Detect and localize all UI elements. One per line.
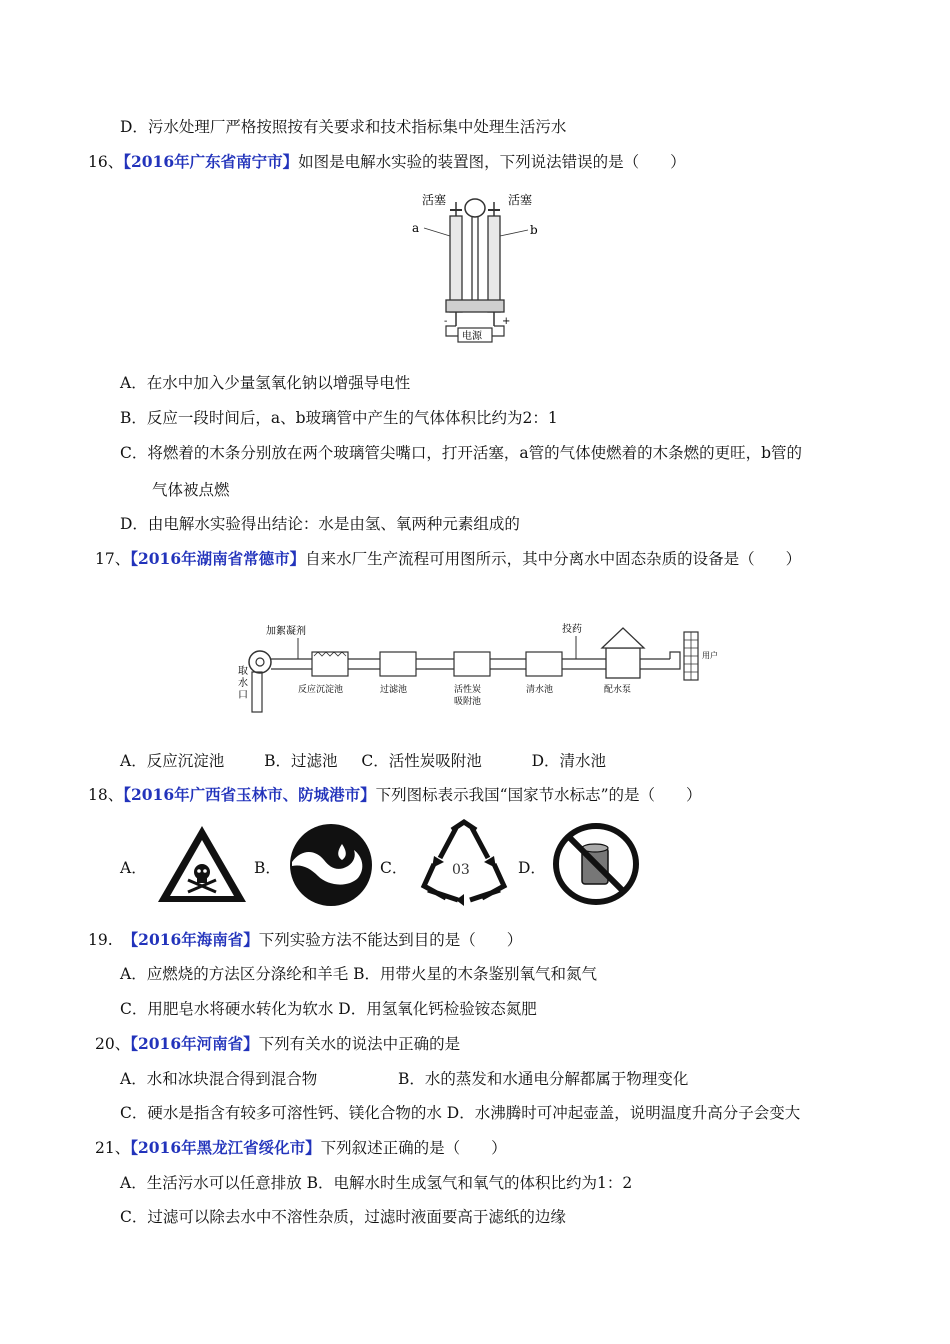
q18-stem-line (88, 785, 702, 805)
intake-label-1: 取 (238, 666, 248, 677)
q17-option-c: C．活性炭吸附池 (361, 752, 482, 770)
water-plant-flow-figure (240, 612, 720, 722)
intake-label-3: 口 (238, 690, 248, 701)
user-label: 用户 (702, 651, 718, 660)
question-stem: 如图是电解水实验的装置图，下列说法错误的是（ ） (298, 153, 686, 171)
q20-option-b: B．水的蒸发和水通电分解都属于物理变化 (398, 1070, 689, 1088)
question-number: 18、 (88, 786, 124, 804)
question-source: 【2016年黑龙江省绥化市】 (130, 1138, 321, 1157)
tube-label-b: b (530, 223, 538, 237)
tube-b (488, 216, 500, 312)
tank-filtration (380, 652, 416, 676)
water-saving-logo-icon (288, 822, 374, 908)
q17-options (120, 751, 606, 771)
q19-options-line1: A．应燃烧的方法区分涤纶和羊毛 B．用带火星的木条鉴别氧气和氮气 (120, 965, 598, 983)
q20-stem-line (95, 1034, 460, 1054)
question-stem: 自来水厂生产流程可用图所示，其中分离水中固态杂质的设备是（ ） (305, 550, 802, 568)
intake-label-2: 水 (238, 678, 248, 689)
question-stem: 下列图标表示我国“国家节水标志”的是（ ） (375, 786, 702, 804)
q17-option-b: B．过滤池 (264, 752, 338, 770)
question-stem: 下列实验方法不能达到目的是（ ） (258, 931, 523, 949)
svg-text:-: - (444, 316, 448, 327)
recycle-icon (418, 820, 510, 906)
dosing-label: 投药 (562, 624, 582, 635)
valve-label-right: 活塞 (508, 193, 533, 207)
q21-stem-line (95, 1138, 507, 1158)
q19-stem-line (88, 930, 522, 950)
q18-label-d: D． (518, 859, 546, 877)
question-number: 19. (88, 931, 113, 949)
q16-option-b: B．反应一段时间后，a、b玻璃管中产生的气体体积比约为2：1 (120, 409, 558, 427)
question-source: 【2016年河南省】 (130, 1034, 259, 1053)
q21-options-line1: A．生活污水可以任意排放 B．电解水时生成氢气和氧气的体积比约为1：2 (120, 1174, 633, 1192)
power-supply-label: 电源 (462, 331, 482, 342)
q20-options-line2: C．硬水是指含有较多可溶性钙、镁化合物的水 D．水沸腾时可冲起壶盖，说明温度升高分子会变大 (120, 1104, 801, 1122)
q16-option-d: D．由电解水实验得出结论：水是由氢、氧两种元素组成的 (120, 515, 520, 533)
coagulant-label: 加絮凝剂 (266, 626, 306, 637)
pump-label: 配水泵 (604, 685, 632, 695)
tank-clear-water (526, 652, 562, 676)
tank-adsorption (454, 652, 490, 676)
intake-wheel (249, 651, 271, 673)
pump-house (606, 648, 640, 678)
tube-label-a: a (412, 221, 420, 235)
tank-adsorption-label-1: 活性炭 (454, 685, 482, 695)
tube-a (450, 216, 462, 312)
q16-option-a: A．在水中加入少量氢氧化钠以增强导电性 (120, 374, 411, 392)
question-stem: 下列叙述正确的是（ ） (320, 1139, 507, 1157)
valve-label-left: 活塞 (422, 193, 447, 207)
q18-label-b: B． (254, 859, 281, 877)
tank-sedimentation-label: 反应沉淀池 (298, 685, 344, 695)
q19-options-line2: C．用肥皂水将硬水转化为软水 D．用氢氧化钙检验铵态氮肥 (120, 1000, 537, 1018)
electrolysis-apparatus-figure (410, 188, 540, 353)
q18-label-c: C． (380, 859, 408, 877)
recycle-code: 03 (452, 862, 470, 878)
question-number: 21、 (95, 1139, 131, 1157)
q15-option-d: D．污水处理厂严格按照按有关要求和技术指标集中处理生活污水 (120, 118, 567, 136)
q17-option-d: D．清水池 (531, 752, 607, 770)
question-source: 【2016年湖南省常德市】 (130, 549, 306, 568)
q16-stem-line (88, 152, 686, 172)
question-number: 16、 (88, 153, 124, 171)
tank-filtration-label: 过滤池 (380, 685, 408, 695)
question-source: 【2016年广东省南宁市】 (123, 152, 299, 171)
tank-clear-water-label: 清水池 (526, 685, 554, 695)
q17-option-a: A．反应沉淀池 (120, 752, 225, 770)
q21-options-line2: C．过滤可以除去水中不溶性杂质，过滤时液面要高于滤纸的边缘 (120, 1208, 566, 1226)
question-source: 【2016年海南省】 (122, 930, 259, 949)
reservoir-bulb (465, 199, 485, 217)
q20-option-a: A．水和冰块混合得到混合物 (120, 1070, 318, 1088)
question-number: 17、 (95, 550, 131, 568)
prohibition-barrel-icon (552, 822, 640, 906)
question-source: 【2016年广西省玉林市、防城港市】 (123, 785, 376, 804)
q16-option-c-line1: C．将燃着的木条分别放在两个玻璃管尖嘴口，打开活塞，a管的气体使燃着的木条燃的更旺，b管的 (120, 444, 803, 462)
poison-hazard-icon (155, 822, 250, 906)
tank-adsorption-label-2: 吸附池 (454, 697, 482, 707)
q18-label-a: A． (120, 859, 147, 877)
q16-option-c-line2: 气体被点燃 (152, 481, 230, 499)
q17-stem-line (95, 549, 801, 569)
question-stem: 下列有关水的说法中正确的是 (258, 1035, 461, 1053)
svg-text:+: + (502, 316, 511, 327)
question-number: 20、 (95, 1035, 131, 1053)
